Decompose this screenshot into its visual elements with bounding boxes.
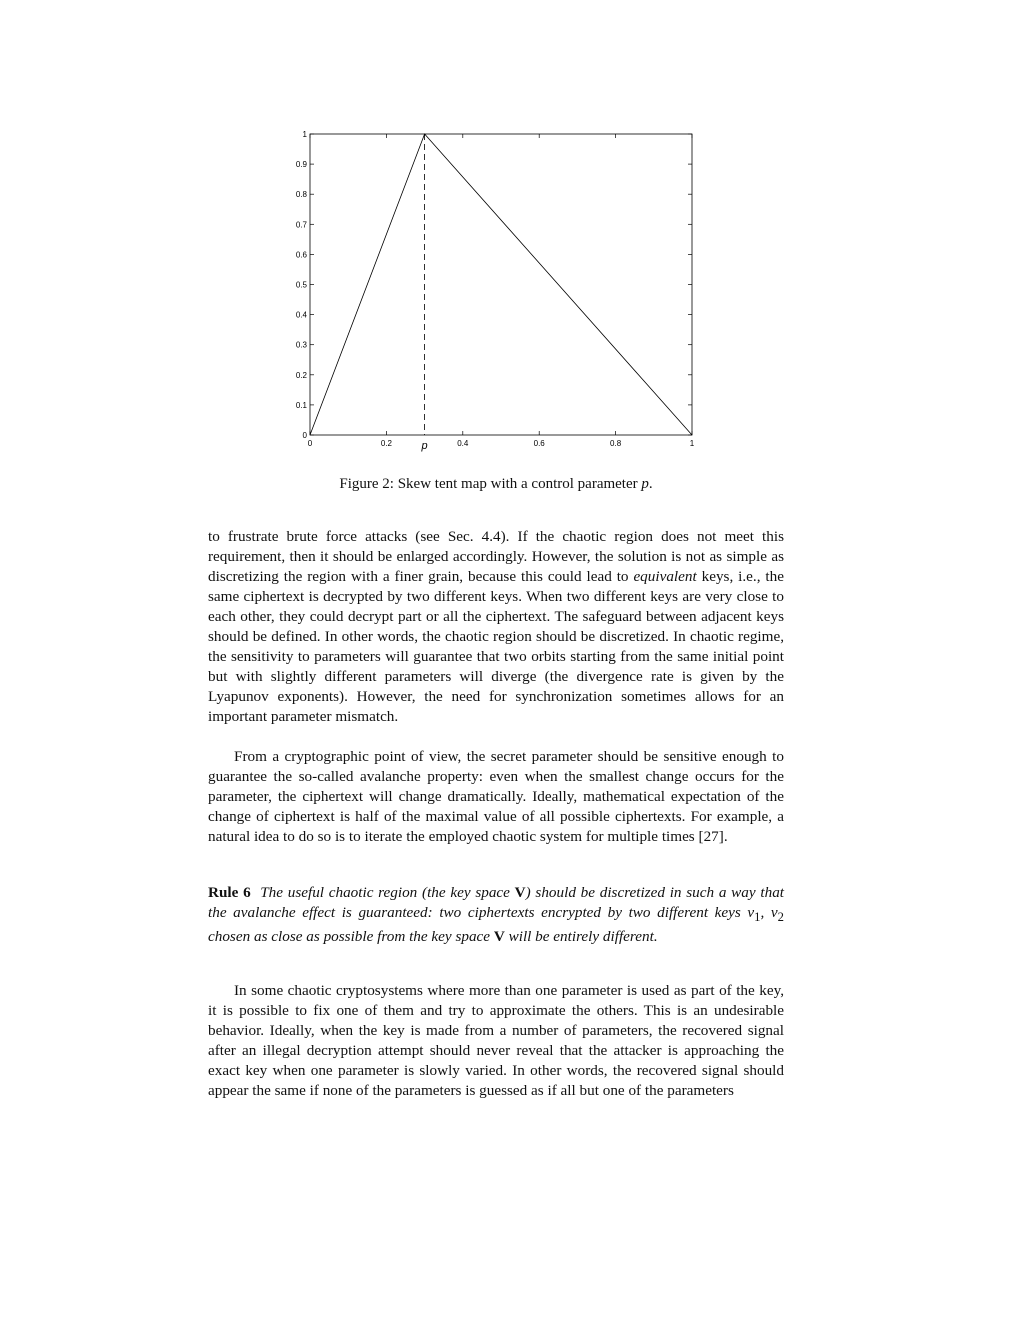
- tent-map-chart: [280, 124, 710, 454]
- y-tick-label: 0.1: [295, 400, 307, 410]
- rule-sub-1: 1: [754, 910, 761, 925]
- y-tick-label: 0.5: [295, 280, 307, 290]
- caption-prefix: Figure 2: Skew tent map with a control parameter: [339, 476, 642, 492]
- caption-variable: p: [641, 476, 649, 492]
- p-axis-label: p: [421, 440, 428, 452]
- rule-key-v1: v: [747, 904, 755, 921]
- rule-6: [208, 883, 784, 947]
- rule-text-a: The useful chaotic region (the key space: [260, 884, 515, 901]
- rule-label: Rule 6: [208, 884, 251, 901]
- rule-text-b: ) should be discretized in such a way that the avalanche effect is guaranteed: two ciphertexts encrypted by two different keys: [208, 884, 785, 921]
- paragraph-key-discretization: [208, 527, 784, 727]
- y-tick-label: 0.4: [295, 310, 307, 320]
- tent-map-figure: [280, 124, 710, 454]
- y-tick-label: 0: [302, 431, 307, 440]
- x-tick-label: 0.8: [610, 439, 622, 448]
- figure-caption: [208, 474, 784, 494]
- y-tick-label: 0.3: [295, 340, 307, 350]
- emphasis-equivalent: equivalent: [633, 568, 697, 585]
- y-tick-label: 0.7: [295, 220, 307, 230]
- y-tick-label: 0.2: [295, 370, 307, 380]
- paragraph-multiple-parameters: In some chaotic cryptosystems where more than one parameter is used as part of the key, it is possible to fix one of them and try to approximate the others. This is an undesirable behavior. Ideally, when the key is made from a number of parameters, the recovered signal after an illegal decryption attempt should never reveal that the attacker is approaching the exact key when one parameter is slowly varied. In other words, the recovered signal should appear the same if none of the parameters is guessed as if all but one of the parameters: [208, 982, 784, 1099]
- rule-text-c: chosen as close as possible from the key space: [208, 928, 494, 946]
- y-tick-label: 0.6: [295, 250, 307, 260]
- rule-sub-2: 2: [777, 910, 784, 925]
- x-tick-label: 0: [307, 439, 313, 448]
- y-tick-label: 0.8: [295, 190, 307, 200]
- rule-key-space-symbol-2: V: [493, 928, 505, 946]
- x-tick-label: 0.2: [380, 439, 392, 448]
- caption-end: .: [648, 476, 653, 492]
- paragraph-1-start: to frustrate brute force attacks (see Sec. 4.4). If the chaotic region does not meet this requirement, then it should be enlarged accordingly. However, the solution is not as simple as discretizing the region with a finer grain, because this could lead to: [208, 528, 784, 585]
- y-tick-label: 1: [302, 130, 307, 139]
- x-tick-label: 0.6: [533, 439, 545, 448]
- x-tick-label: 1: [689, 439, 695, 448]
- x-tick-label: 0.4: [457, 439, 469, 448]
- rule-key-v2: , v: [760, 904, 778, 921]
- paragraph-avalanche: From a cryptographic point of view, the secret parameter should be sensitive enough to guarantee the so-called avalanche property: even when the smallest change occurs for the parameter, the ciphertext will change dramatically. Ideally, mathematical expectation of the change of ciphertext is half of the maximal value of all possible ciphertexts. For example, a natural idea to do so is to iterate the employed chaotic system for multiple times [27].: [208, 748, 784, 845]
- y-tick-label: 0.9: [295, 160, 307, 170]
- rule-text-d: will be entirely different.: [504, 928, 658, 946]
- rule-key-space-symbol: V: [514, 884, 526, 901]
- tent-map-line: [310, 134, 692, 435]
- paragraph-1-rest: keys, i.e., the same ciphertext is decrypted by two different keys. When two different keys are very close to each other, they could decrypt part or all the ciphertext. The safeguard between adjacent keys should be defined. In other words, the chaotic region should be discretized. In chaotic regime, the sensitivity to parameters will guarantee that two orbits starting from the same initial point but with slightly different parameters will diverge (the divergence rate is given by the Lyapunov exponents). However, the need for synchronization sometimes allows for an important parameter mismatch.: [208, 568, 784, 725]
